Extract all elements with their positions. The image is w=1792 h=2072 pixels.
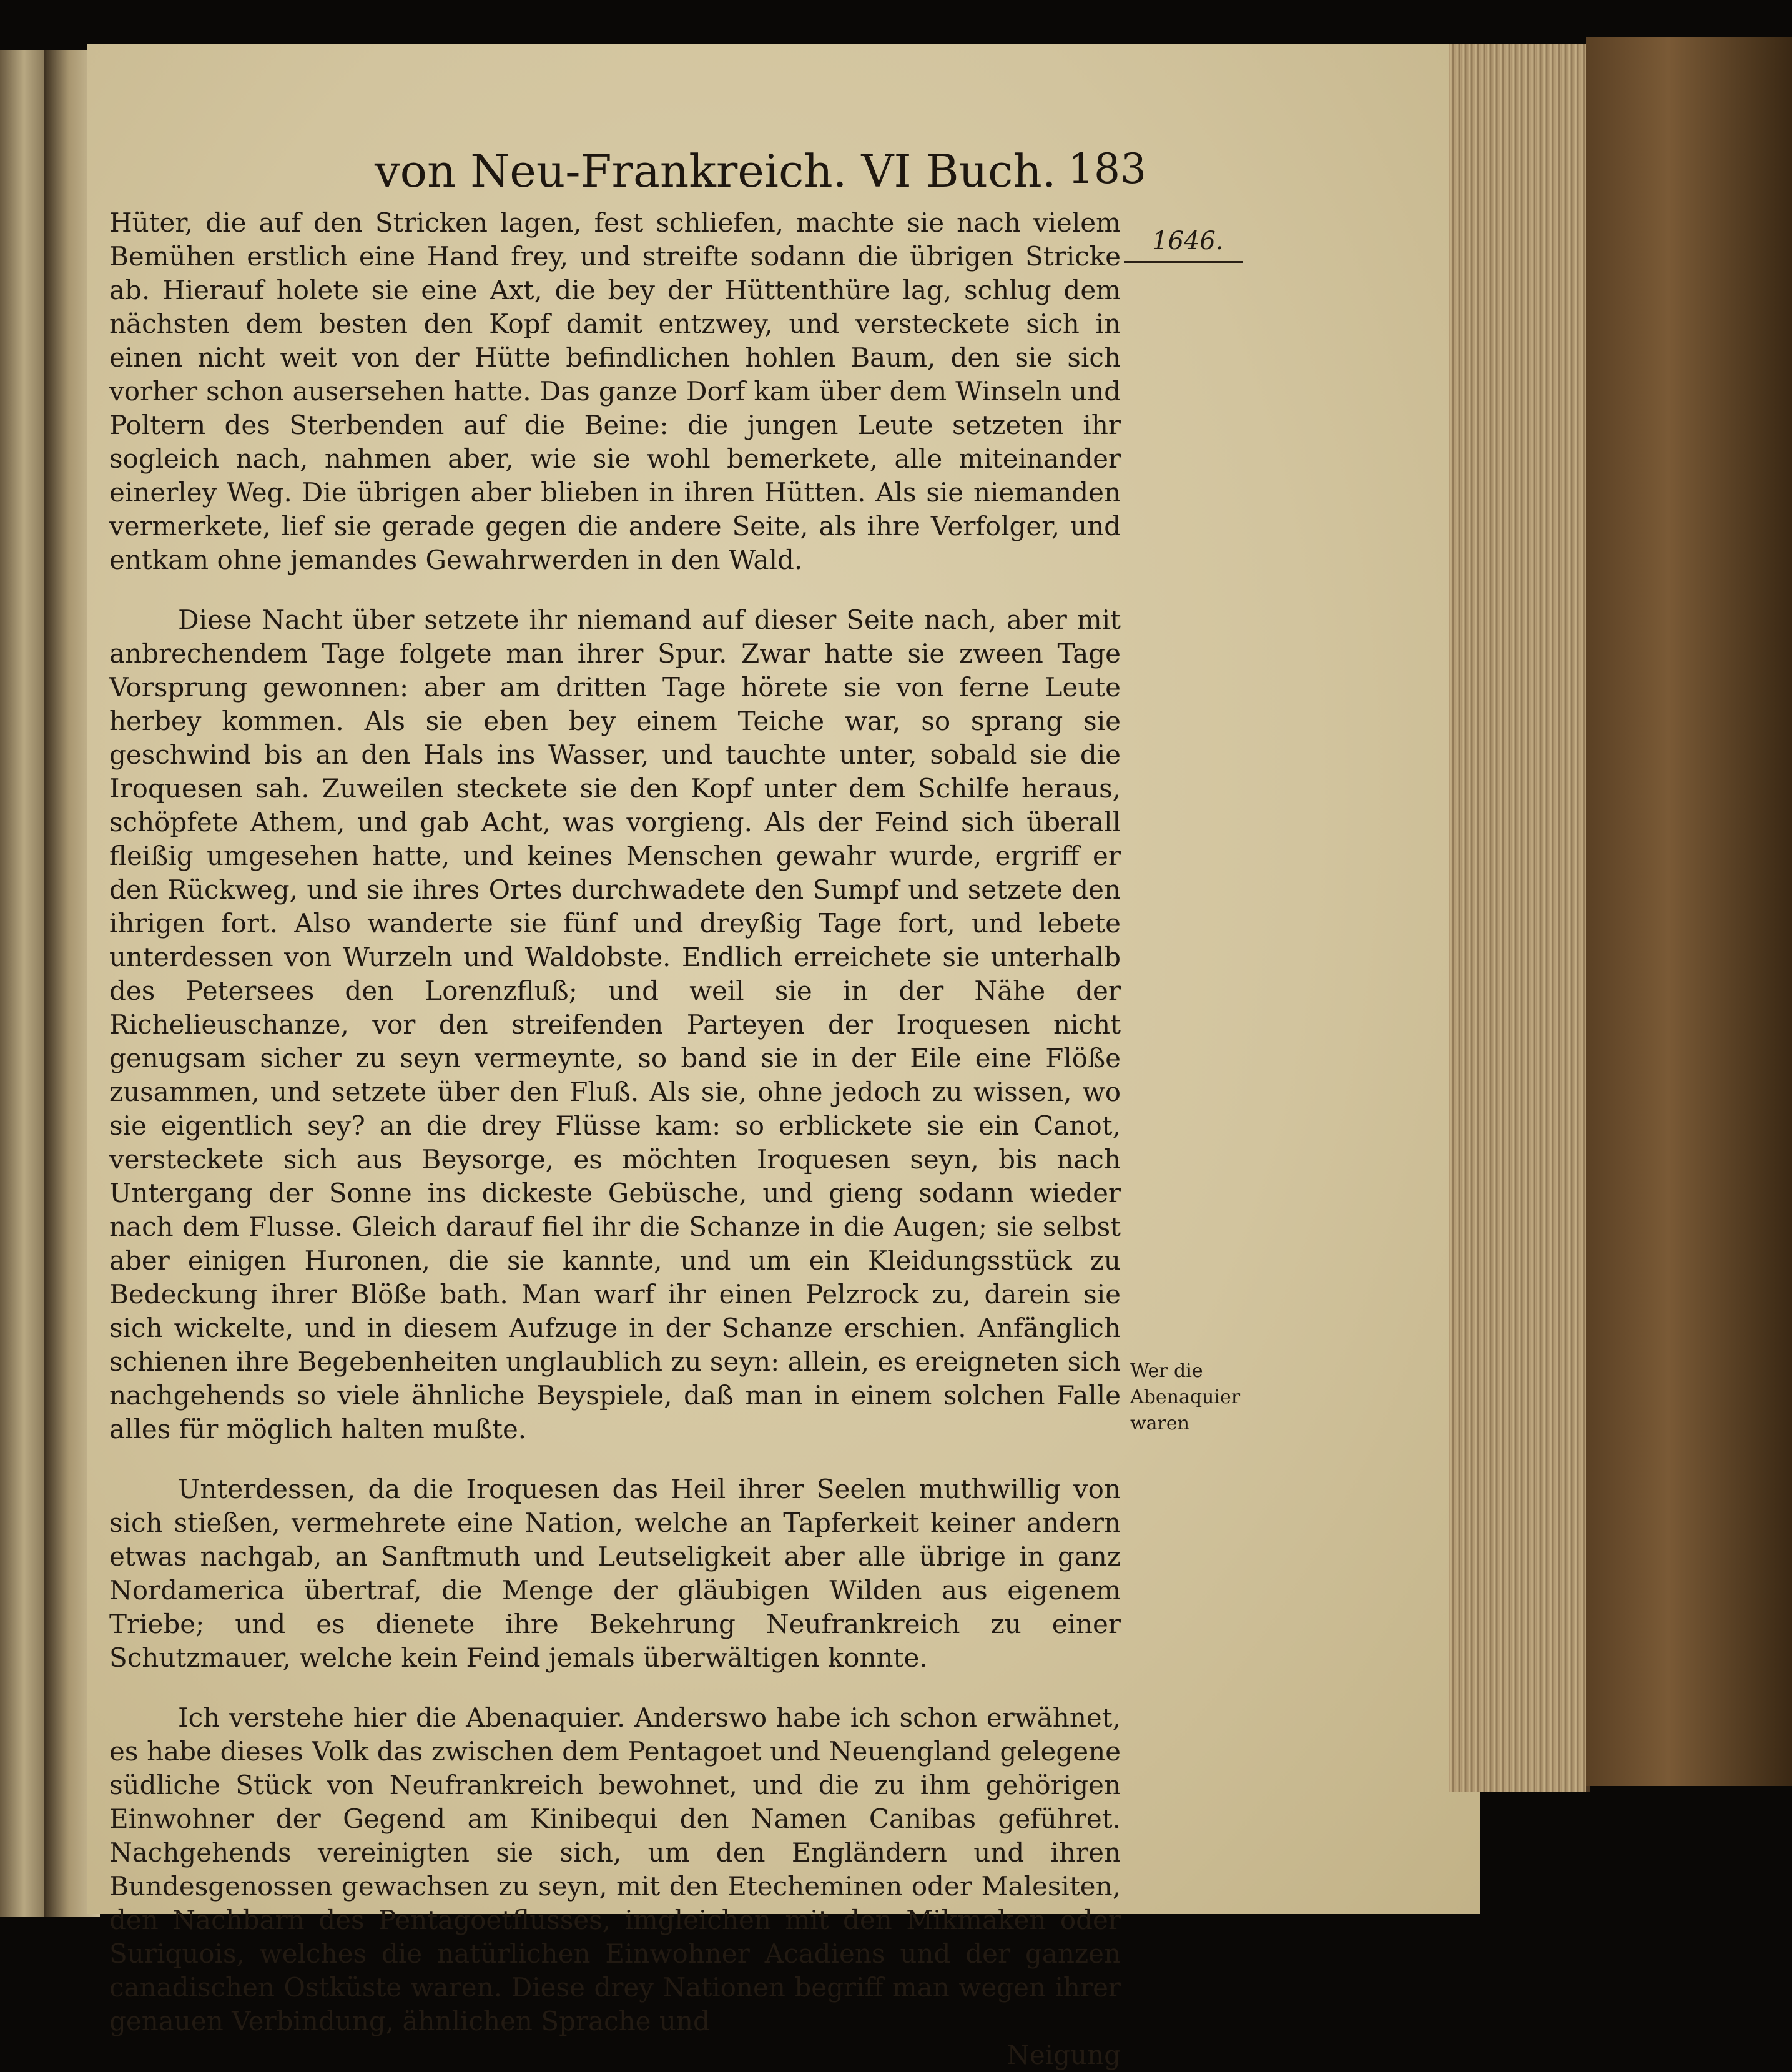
page-number: 183 [1068, 145, 1146, 193]
paragraph-4: Ich verstehe hier die Abenaquier. Anderswo habe ich schon erwähnet, es habe dieses Volk das zwischen dem Pentagoet und Neuengland gelegene südliche Stück von Neufrankreich bewohnet, und die zu ihm gehörigen Einwohner der Gegend am Kinibequi den Namen Canibas geführet. Nachgehends vereinigten sie sich, um den Engländern und ihren Bundesgenossen gewachsen zu seyn, mit den Etecheminen oder Malesiten, den Nachbarn des Pentagoetflusses, imgleichen mit den Mikmaken oder Suriquois, welches die natürlichen Einwohner Acadiens und der ganzen canadischen Ostküste waren. Diese drey Nationen begriff man wegen ihrer genauen Verbindung, ähnlichen Sprache und [109, 1702, 1121, 2036]
page-edges [1449, 44, 1590, 1792]
running-title: von Neu-Frankreich. VI Buch. [375, 145, 1056, 197]
paragraph-1: Hüter, die auf den Stricken lagen, fest schliefen, machte sie nach vielem Bemühen erstlich eine Hand frey, und streifte sodann die übrigen Stricke ab. Hierauf holete sie eine Axt, die bey der Hüttenthüre lag, schlug dem nächsten dem besten den Kopf damit entzwey, und versteckete sich in einen nicht weit von der Hütte befindlichen hohlen Baum, den sie sich vorher schon ausersehen hatte. Das ganze Dorf kam über dem Winseln und Poltern des Sterbenden auf die Beine: die jungen Leute setzeten ihr sogleich nach, nahmen aber, wie sie wohl bemerkete, alle miteinander einerley Weg. Die übrigen aber blieben in ihren Hütten. Als sie niemanden vermerkete, lief sie gerade gegen die andere Seite, als ihre Verfolger, und entkam ohne jemandes Gewahrwerden in den Wald. [109, 207, 1121, 575]
paragraph-2: Diese Nacht über setzete ihr niemand auf dieser Seite nach, aber mit anbrechendem Tage folgete man ihrer Spur. Zwar hatte sie zween Tage Vorsprung gewonnen: aber am dritten Tage hörete sie von ferne Leute herbey kommen. Als sie eben bey einem Teiche war, so sprang sie geschwind bis an den Hals ins Wasser, und tauchte unter, sobald sie die Iroquesen sah. Zuweilen steckete sie den Kopf unter dem Schilfe heraus, schöpfete Athem, und gab Acht, was vorgieng. Als der Feind sich überall fleißig umgesehen hatte, und keines Menschen gewahr wurde, ergriff er den Rückweg, und sie ihres Ortes durchwadete den Sumpf und setzete den ihrigen fort. Also wanderte sie fünf und dreyßig Tage fort, und lebete unterdessen von Wurzeln und Waldobste. Endlich erreichete sie unterhalb des Petersees den Lorenzfluß; und weil sie in der Nähe der Richelieuschanze, vor den streifenden Parteyen der Iroquesen nicht genugsam sicher zu seyn vermeynte, so band sie in der Eile eine Flöße zusammen, und setzete über den Fluß. Als sie, ohne jedoch zu wissen, wo sie eigentlich sey? an die drey Flüsse kam: so erblickete sie ein Canot, versteckete sich aus Beysorge, es möchten Iroquesen seyn, bis nach Untergang der Sonne ins dickeste Gebüsche, und gieng sodann wieder nach dem Flusse. Gleich darauf fiel ihr die Schanze in die Augen; sie selbst aber einigen Huronen, die sie kannte, und um ein Kleidungsstück zu Bedeckung ihrer Blöße bath. Man warf ihr einen Pelzrock zu, darein sie sich wickelte, und in diesem Aufzuge in der Schanze erschien. Anfänglich schienen ihre Begebenheiten unglaublich zu seyn: allein, es ereigneten sich nachgehends so viele ähnliche Beyspiele, daß man in einem solchen Falle alles für möglich halten mußte. [109, 604, 1121, 1444]
margin-year: 1646. [1152, 227, 1224, 255]
body-text [109, 206, 1121, 2072]
book-cover [1586, 37, 1792, 1786]
paragraph-3: Unterdessen, da die Iroquesen das Heil ihrer Seelen muthwillig von sich stießen, vermehrete eine Nation, welche an Tapferkeit keiner andern etwas nachgab, an Sanftmuth und Leutseligkeit aber alle übrige in ganz Nordamerica übertraf, die Menge der gläubigen Wilden aus eigenem Triebe; und es dienete ihre Bekehrung Neufrankreich zu einer Schutzmauer, welche kein Feind jemals überwältigen konnte. [109, 1474, 1121, 1673]
catchword: Neigung [1007, 2040, 1121, 2070]
left-page-edge [0, 50, 44, 1917]
page-header [375, 145, 1146, 214]
margin-note: Wer die Abenaquier waren [1130, 1360, 1241, 1434]
margin-rule [1124, 261, 1243, 263]
